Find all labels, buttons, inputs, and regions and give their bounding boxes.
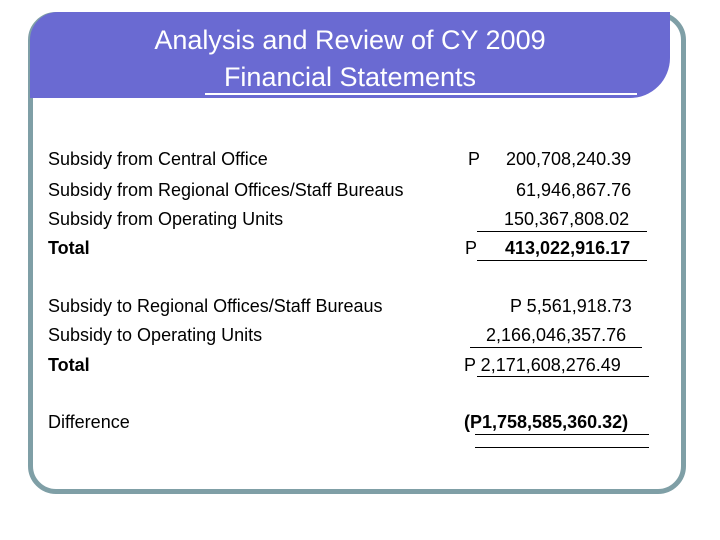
amount-regional-offices: 61,946,867.76 bbox=[516, 180, 632, 200]
underline bbox=[477, 231, 647, 232]
underline bbox=[477, 260, 647, 261]
underline bbox=[475, 434, 649, 435]
amount-difference: (P1,758,585,360.32) bbox=[464, 412, 629, 432]
amount-total-received: 413,022,916.17 bbox=[505, 238, 631, 258]
underline bbox=[470, 347, 642, 348]
underline bbox=[477, 376, 649, 377]
slide-title-line-2: Financial Statements bbox=[223, 62, 477, 92]
currency-symbol: P bbox=[465, 238, 478, 258]
row-label-operating-units: Subsidy from Operating Units bbox=[48, 209, 284, 229]
title-underline bbox=[205, 93, 637, 95]
amount-to-operating-units: 2,166,046,357.76 bbox=[486, 325, 627, 345]
row-label-total-given: Total bbox=[48, 355, 90, 375]
row-label-regional-offices: Subsidy from Regional Offices/Staff Bureaus bbox=[48, 180, 404, 200]
row-label-central-office: Subsidy from Central Office bbox=[48, 149, 268, 169]
amount-total-given: P 2,171,608,276.49 bbox=[464, 355, 621, 375]
row-label-total-received: Total bbox=[48, 238, 90, 258]
row-label-difference: Difference bbox=[48, 412, 130, 432]
amount-to-regional-offices: P 5,561,918.73 bbox=[510, 296, 632, 316]
slide-title-line-1: Analysis and Review of CY 2009 bbox=[154, 25, 546, 55]
amount-operating-units: 150,367,808.02 bbox=[504, 209, 630, 229]
row-label-to-regional-offices: Subsidy to Regional Offices/Staff Bureaus bbox=[48, 296, 383, 316]
double-underline bbox=[475, 447, 649, 448]
currency-symbol: P bbox=[468, 149, 481, 169]
amount-central-office: 200,708,240.39 bbox=[506, 149, 632, 169]
row-label-to-operating-units: Subsidy to Operating Units bbox=[48, 325, 263, 345]
